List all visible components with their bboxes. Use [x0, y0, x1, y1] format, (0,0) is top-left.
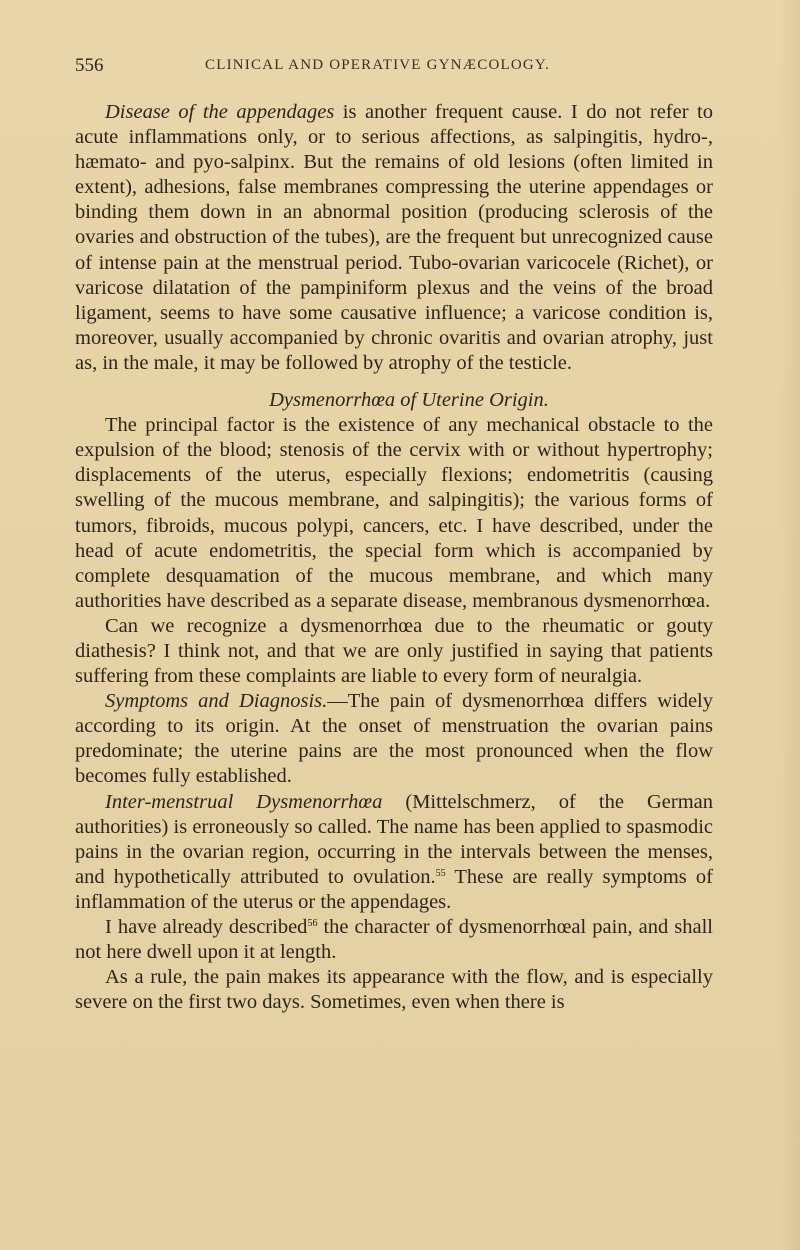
paragraph-text: (Mittelschmerz, of the German authorities) is erroneously so called. The name has been applied to spasmodic pains in the ovarian region, occurring in the intervals between the menses, and hypothetically attributed to ovulation.: [75, 790, 713, 888]
page-edge-shadow: [780, 0, 800, 1250]
italic-lead: Inter-menstrual Dysmenorrhœa: [105, 790, 383, 813]
paragraph-text: is another frequent cause. I do not refer to acute inflammations only, or to serious affections, as salpingitis, hydro-, hæmato- and pyo-salpinx. But the remains of old lesions (often limited in extent), adhesions, false membranes compressing the uterine appendages or binding them down in an abnormal position (producing sclerosis of the ovaries and obstruction of the tubes), are the frequent but unrecognized cause of intense pain at the menstrual period. Tubo-ovarian varicocele (Richet), or varicose dilatation of the pampiniform plexus and the veins of the broad ligament, seems to have some causative influence; a varicose condition is, moreover, usually accompanied by chronic ovaritis and ovarian atrophy, just as, in the male, it may be followed by atrophy of the testicle.: [75, 101, 713, 374]
italic-lead: Symptoms and Diagnosis.: [105, 690, 328, 713]
page-number: 556: [75, 55, 104, 76]
paragraph-text: Can we recognize a dysmenorrhœa due to the rheumatic or gouty diathesis? I think not, and that we are only justified in saying that patients suffering from these complaints are liable to every form of neuralgia.: [75, 614, 713, 688]
paragraph-symptoms-diagnosis: [75, 689, 713, 789]
page-header: [75, 55, 715, 79]
paragraph-text: —The pain of dysmenorrhœa differs widely according to its origin. At the onset of menstruation the ovarian pains predominate; the uterine pains are the most pronounced when the flow becomes fully established.: [75, 690, 713, 788]
paragraph-rheumatic-diathesis: [75, 614, 713, 689]
running-head: CLINICAL AND OPERATIVE GYNÆCOLOGY.: [205, 57, 550, 73]
paragraph-text: As a rule, the pain makes its appearance with the flow, and is especially severe on the first two days. Sometimes, even when there is: [75, 966, 713, 1014]
paragraph-disease-of-appendages: [75, 100, 713, 376]
spacer: [75, 376, 713, 388]
paragraph-inter-menstrual: [75, 790, 713, 915]
paragraph-text: the character of dysmenorrhœal pain, and shall not here dwell upon it at length.: [75, 916, 713, 964]
paragraph-text: These are really symptoms of inflammation of the uterus or the appendages.: [75, 865, 714, 913]
footnote-reference[interactable]: 55: [435, 867, 446, 879]
paragraph-principal-factor: [75, 413, 713, 614]
footnote-reference[interactable]: 56: [307, 918, 318, 929]
paragraph-as-a-rule: [75, 965, 713, 1015]
paragraph-text: I have already described: [105, 916, 308, 938]
body-text: [75, 100, 713, 1015]
italic-lead: Disease of the appendages: [105, 101, 335, 123]
section-heading: Dysmenorrhœa of Uterine Origin.: [269, 389, 549, 412]
paragraph-text: The principal factor is the existence of any mechanical obstacle to the expulsion of the blood; stenosis of the cervix with or without hypertrophy; displacements of the uterus, especially flexions; endometritis (causing swelling of the mucous membrane, and salpingitis); the various forms of tumors, fibroids, mucous polypi, cancers, etc. I have described, under the head of acute endometritis, the special form which is accompanied by complete desquamation of the mucous membrane, and which many authorities have described as a separate disease, membranous dysmenorrhœa.: [75, 414, 713, 612]
paragraph-already-described: [75, 915, 713, 965]
